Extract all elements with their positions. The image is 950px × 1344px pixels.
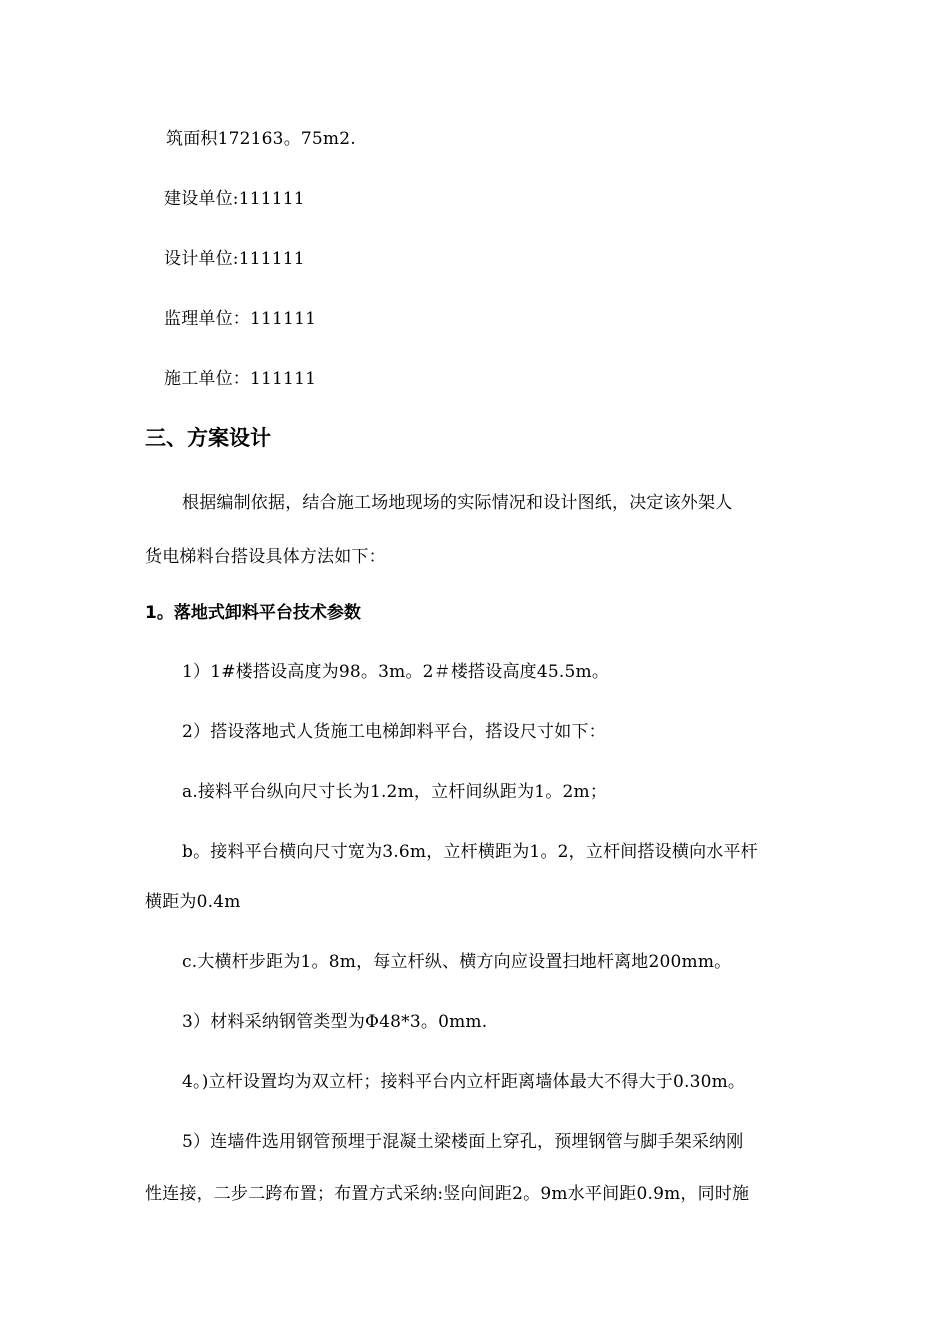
item-2-text: 2）搭设落地式人货施工电梯卸料平台，搭设尺寸如下： bbox=[182, 722, 606, 742]
item-5-line-1: 5）连墙件选用钢管预埋于混凝土梁楼面上穿孔，预埋钢管与脚手架采纳刚 bbox=[182, 1132, 744, 1152]
constructor-unit-text: 施工单位：111111 bbox=[164, 369, 317, 389]
subsection-1-heading: 1。落地式卸料平台技术参数 bbox=[145, 603, 361, 623]
intro-line-1: 根据编制依据，结合施工场地现场的实际情况和设计图纸，决定该外架人 bbox=[182, 493, 733, 513]
building-area-text: 筑面积172163。75m2. bbox=[166, 129, 356, 149]
item-3-text: 3）材料采纳钢管类型为Φ48*3。0mm. bbox=[182, 1012, 488, 1032]
item-5-line-2: 性连接，二步二跨布置；布置方式采纳:竖向间距2。9m水平间距0.9m，同时施 bbox=[145, 1184, 750, 1204]
item-4-text: 4。)立杆设置均为双立杆；接料平台内立杆距离墙体最大不得大于0.30m。 bbox=[182, 1072, 746, 1092]
item-a-text: a.接料平台纵向尺寸长为1.2m，立杆间纵距为1。2m； bbox=[182, 782, 608, 802]
designer-unit-text: 设计单位:111111 bbox=[164, 249, 305, 269]
item-b-line-2: 横距为0.4m bbox=[145, 892, 241, 912]
section-3-heading: 三、方案设计 bbox=[145, 426, 271, 450]
item-c-text: c.大横杆步距为1。8m，每立杆纵、横方向应设置扫地杆离地200mm。 bbox=[182, 952, 732, 972]
builder-unit-text: 建设单位:111111 bbox=[164, 189, 305, 209]
item-1-text: 1）1#楼搭设高度为98。3m。2＃楼搭设高度45.5m。 bbox=[182, 662, 610, 682]
supervisor-unit-text: 监理单位：111111 bbox=[164, 309, 317, 329]
intro-line-2: 货电梯料台搭设具体方法如下： bbox=[145, 547, 386, 567]
item-b-line-1: b。接料平台横向尺寸宽为3.6m，立杆横距为1。2，立杆间搭设横向水平杆 bbox=[182, 842, 758, 862]
